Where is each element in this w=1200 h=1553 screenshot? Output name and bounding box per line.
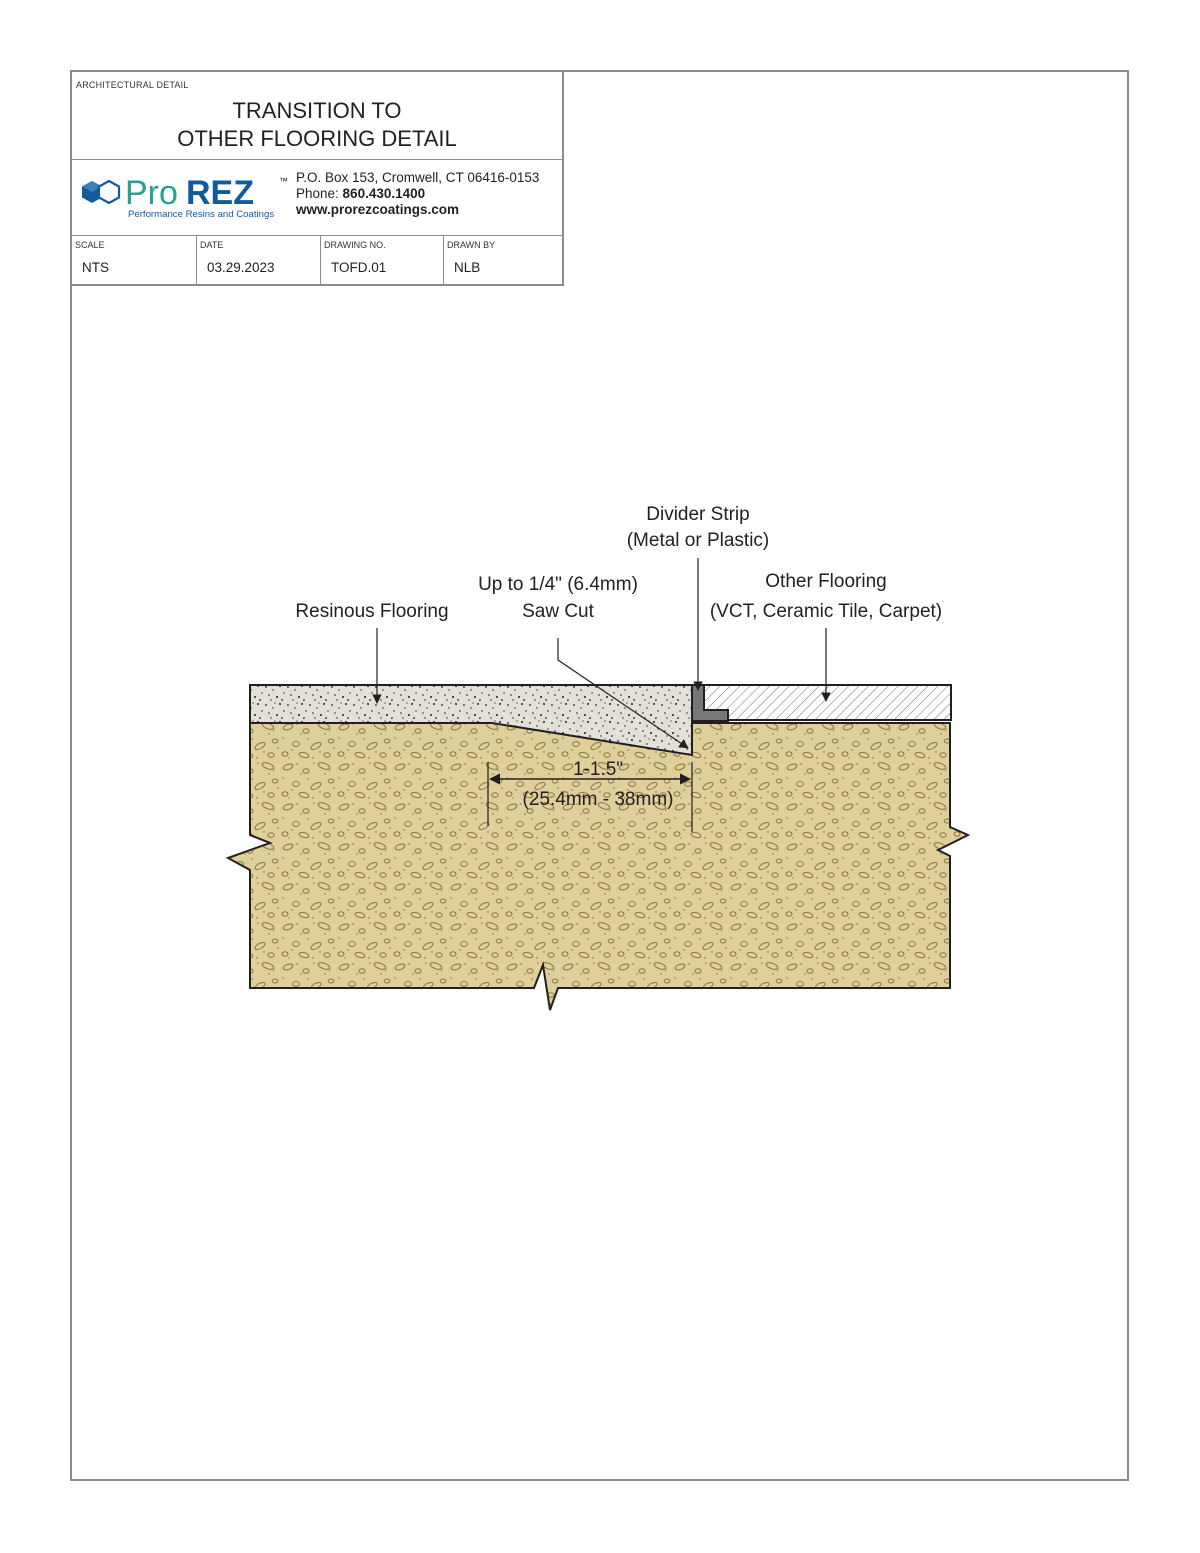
scale-value: NTS — [82, 260, 109, 275]
drawing-no-value: TOFD.01 — [331, 260, 387, 275]
other-flooring-layer — [703, 685, 951, 720]
scale-label: SCALE — [75, 240, 105, 250]
phone-number: 860.430.1400 — [342, 186, 426, 201]
phone-label: Phone: — [296, 186, 343, 201]
divider-strip-label-line2: (Metal or Plastic) — [626, 530, 770, 551]
title-line-1: TRANSITION TO — [232, 98, 402, 123]
trademark: ™ — [279, 176, 288, 186]
title-line-2: OTHER FLOORING DETAIL — [177, 126, 457, 151]
other-flooring-label-line1: Other Flooring — [765, 571, 887, 592]
dimension-label-line2: (25.4mm - 38mm) — [522, 789, 674, 810]
brand-tagline: Performance Resins and Coatings — [128, 209, 275, 220]
divider-strip-label-line1: Divider Strip — [646, 504, 750, 525]
other-flooring-label-line2: (VCT, Ceramic Tile, Carpet) — [709, 601, 943, 622]
brand-pro: Pro — [125, 174, 178, 212]
brand-rez: REZ — [186, 174, 254, 212]
address: P.O. Box 153, Cromwell, CT 06416-0153 — [296, 170, 540, 185]
saw-cut-label-line1: Up to 1/4" (6.4mm) — [478, 574, 638, 595]
dimension-label-line1: 1-1.5" — [572, 759, 624, 780]
drawing-no-label: DRAWING NO. — [324, 240, 386, 250]
drawn-by-label: DRAWN BY — [447, 240, 496, 250]
category-label: ARCHITECTURAL DETAIL — [76, 80, 189, 90]
drawn-by-value: NLB — [454, 260, 481, 275]
resinous-flooring-label: Resinous Flooring — [295, 601, 449, 622]
website-link[interactable]: www.prorezcoatings.com — [296, 202, 460, 217]
date-label: DATE — [200, 240, 224, 250]
date-value: 03.29.2023 — [207, 260, 275, 275]
saw-cut-label-line2: Saw Cut — [522, 601, 594, 622]
